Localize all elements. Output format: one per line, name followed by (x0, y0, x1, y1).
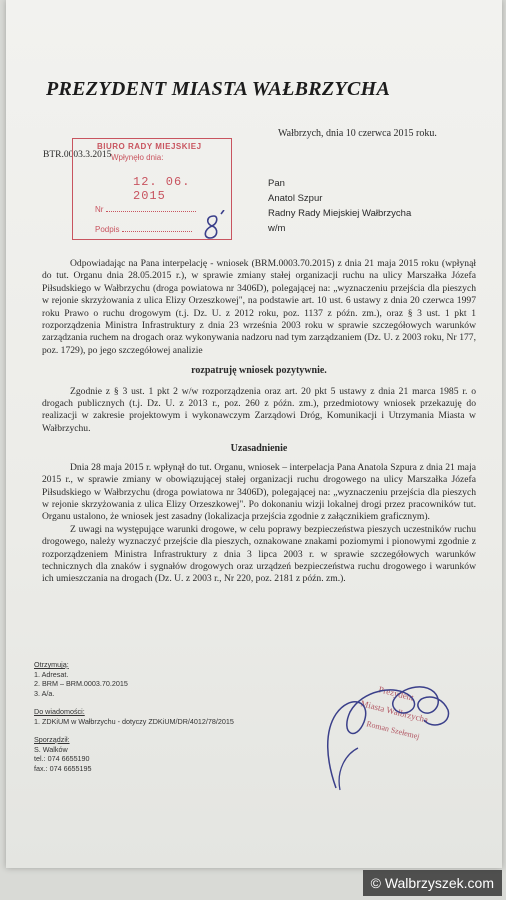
addressee-name: Anatol Szpur (268, 193, 323, 204)
watermark: © Walbrzyszek.com (363, 870, 502, 896)
prepared-by-phone: tel.: 074 6655190 (34, 754, 90, 763)
mayor-signature (306, 670, 466, 800)
document-title: PREZYDENT MIASTA WAŁBRZYCHA (46, 78, 391, 100)
prepared-by-name: S. Walków (34, 744, 68, 754)
stamp-signature-line: Podpis (95, 225, 192, 234)
paragraph-justification-1: Dnia 28 maja 2015 r. wpłynął do tut. Organu, wniosek – interpelacja Pana Anatola Szpura z dnia 21 maja 2015 r., w sprawie zmiany w obowiązującej stałej organizacji ruchu drogowego na ulicy Marszałka Józefa Piłsudskiego w Wałbrzychu (droga powiatowa nr 3406D), polegającej na: „wyznaczeniu przejścia dla pieszych w rejonie skrzyżowania z ulica Elizy Orzeszkowej". Po dokonaniu wizji lokalnej drogi przez pracowników tut. Organu ustalono, że wniosek jest zasadny (lokalizacja przejścia zgodnie z załącznikiem graficznym). (42, 461, 476, 523)
distribution-footer (34, 660, 234, 782)
addressee-function: Radny Rady Miejskiej Wałbrzycha (268, 208, 412, 219)
recipient-item: 3. A/a. (34, 688, 55, 698)
signature-stamp-name: Roman Szełemej (365, 719, 421, 742)
stamp-office: BIURO RADY MIEJSKIEJ (97, 142, 202, 151)
addressee-block (268, 176, 411, 236)
paragraph-justification-2: Z uwagi na występujące warunki drogowe, w celu poprawy bezpieczeństwa pieszych uczestników ruchu drogowego, należy wyznaczyć przejście dla pieszych, oznakowane znakami poziomymi i pionowymi zgodnie z rozporządzeniem Ministra Infrastruktury z dnia 3 lipca 2003 r. w sprawie szczegółowych warunków technicznych dla znaków i sygnałów drogowych oraz urządzeń bezpieczeństwa ruchu drogowego i warunków ich umieszczania na drogach (Dz. U. z 2003 r., Nr 220, poz. 2181 z późn. zm.). (42, 523, 476, 585)
addressee-salutation: Pan (268, 178, 285, 189)
document-page (6, 0, 502, 868)
dateline: Wałbrzych, dnia 10 czerwca 2015 roku. (278, 128, 437, 139)
handwritten-mark (194, 210, 230, 246)
reference-number: BTR.0003.3.2015 (43, 150, 112, 160)
handwritten-mark-text: 8 (194, 210, 195, 211)
recipient-item: 1. Adresat. (34, 669, 69, 679)
prepared-by-fax: fax.: 074 6655195 (34, 763, 92, 773)
cc-label: Do wiadomości: (34, 707, 85, 716)
prepared-by-block (34, 735, 234, 773)
decision-line: rozpatruję wniosek pozytywnie. (191, 365, 327, 377)
recipients-block (34, 660, 234, 698)
justification-heading: Uzasadnienie (230, 443, 288, 455)
stamp-date: 12. 06. 2015 (133, 175, 191, 203)
recipients-label: Otrzymują: (34, 660, 69, 669)
signature-stamp-title: Prezydent (377, 684, 415, 703)
cc-block (34, 707, 234, 726)
recipient-item: 2. BRM – BRM.0003.70.2015 (34, 679, 128, 688)
cc-item: 1. ZDKiUM w Wałbrzychu - dotyczy ZDKiUM/DR/4012/78/2015 (34, 716, 234, 726)
paragraph-referral: Zgodnie z § 3 ust. 1 pkt 2 w/w rozporządzenia oraz art. 20 pkt 5 ustawy z dnia 21 marca 1985 r. o drogach publicznych (t.j. Dz. U. z 2013 r., poz. 260 z późn. zm.), przedmiotowy wniosek przekazuję do realizacji w zakresie projektowym i wykonawczym Zarządowi Dróg, Komunikacji i Utrzymania Miasta w Wałbrzychu. (42, 385, 476, 434)
letter-body (42, 258, 476, 586)
signature-stamp-office: Miasta Wałbrzycha (359, 698, 430, 725)
addressee-place: w/m (268, 223, 286, 234)
prepared-by-label: Sporządził: (34, 735, 70, 744)
paragraph-request: Odpowiadając na Pana interpelację - wniosek (BRM.0003.70.2015) z dnia 21 maja 2015 roku (wpłynął do tut. Organu dnia 28.05.2015 r.), w sprawie zmiany stałej organizacji ruchu na ulicy Marszałka Józefa Piłsudskiego w Wałbrzychu (droga powiatowa nr 3406D), polegającej na: „wyznaczeniu przejścia dla pieszych w rejonie skrzyżowania z ulica Elizy Orzeszkowej", na podstawie art. 10 ust. 6 ustawy z dnia 20 czerwca 1997 roku Prawo o ruchu drogowym (t.j. Dz. U. z 2012 roku, poz. 1137 z późn. zm.), oraz § 3 ust. 1 pkt 1 rozporządzenia Ministra Infrastruktury z dnia 23 września 2003 roku w sprawie szczegółowych warunków zarządzania ruchem na drogach oraz wykonywania nadzoru nad tym zarządzaniem (Dz. U. z 2003 roku, Nr 177, poz. 1729), po jego szczegółowej analizie (42, 258, 476, 356)
stamp-number-line: Nr (95, 205, 196, 214)
stamp-received-label: Wpłynęło dnia: (111, 153, 164, 162)
